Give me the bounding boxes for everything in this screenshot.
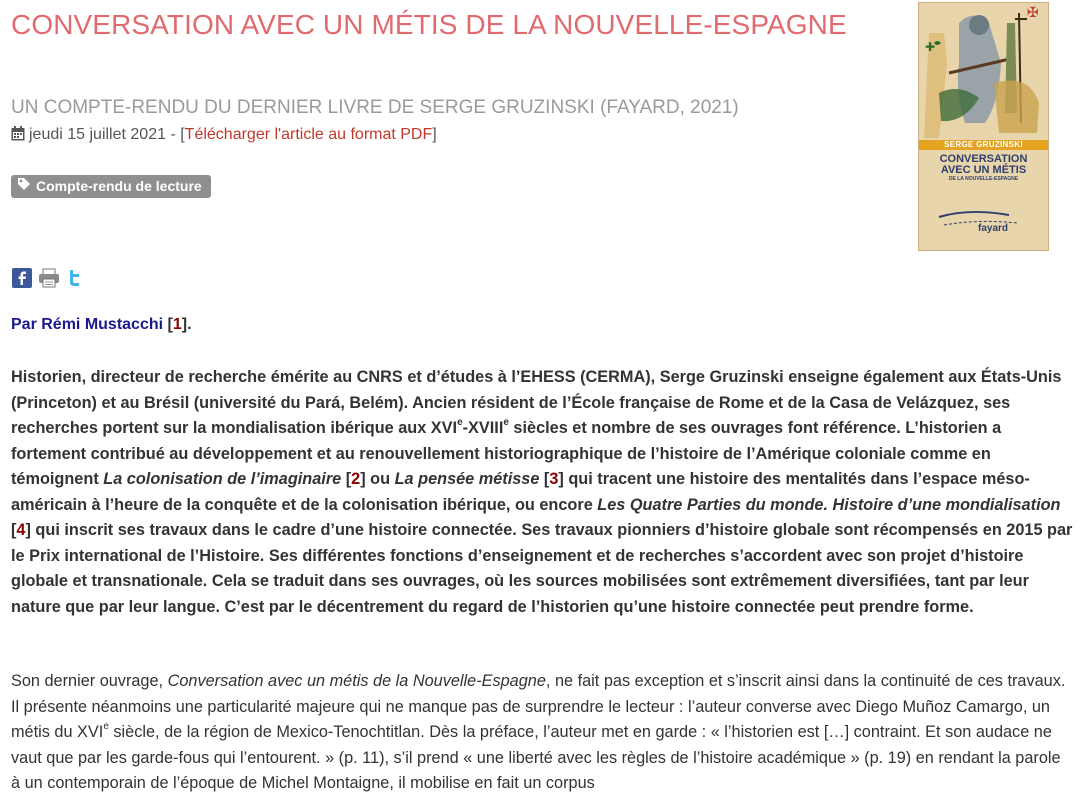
tag-label: Compte-rendu de lecture xyxy=(36,178,202,194)
text-run: ou xyxy=(365,470,395,488)
article-title: CONVERSATION AVEC UN MÉTIS DE LA NOUVELLE-ESPAGNE xyxy=(11,9,847,40)
text-run: Son dernier ouvrage, xyxy=(11,672,168,690)
twitter-icon[interactable] xyxy=(66,268,84,293)
cover-title-line2: AVEC UN MÉTIS xyxy=(940,164,1027,176)
pdf-suffix: ] xyxy=(432,126,437,143)
text-run: siècles et nombre de ses ouvrages font référence. L’historien a fortement contribué au développement et au renouvellement historiographique de l’histoire de l’Amérique coloniale comme en témoignent xyxy=(11,419,1002,488)
article-subtitle: UN COMPTE-RENDU DU DERNIER LIVRE DE SERGE GRUZINSKI (FAYARD, 2021) xyxy=(11,97,739,118)
svg-text:✠: ✠ xyxy=(1027,5,1039,21)
article-meta xyxy=(11,124,437,148)
book-title: Les Quatre Parties du monde. Histoire d’une mondialisation xyxy=(597,495,1061,514)
text-run: qui inscrit ses travaux dans le cadre d’une histoire connectée. Ses travaux pionniers d’histoire globale sont récompensés en 2015 par le Prix international de l’Histoire. Ses différentes fonctions d’enseignement et de recherches s’accordent avec son projet d’histoire globale et transnationale. Cela se traduit dans ses ouvrages, où les sources mobilisées sont extrêmement diversifiées, tant par leur nature que par leur langue. C’est par le décentrement du regard de l’historien qu’une histoire connectée peut prendre forme. xyxy=(11,521,1073,616)
cover-publisher: fayard xyxy=(977,223,1008,234)
cover-title xyxy=(923,154,1044,183)
text-run: , ne fait pas exception et s’inscrit ainsi dans la continuité de ces travaux. Il présente néanmoins une particularité majeure qui ne manque pas de surprendre le lecteur : l’auteur converse avec Diego Muñoz Camargo, un métis du XVI xyxy=(11,672,1066,741)
category-tag[interactable] xyxy=(11,175,211,198)
cover-author: SERGE GRUZINSKI xyxy=(919,140,1048,150)
download-pdf-link[interactable]: Télécharger l'article au format PDF xyxy=(184,126,433,143)
footnote-link[interactable]: 3 xyxy=(549,470,559,488)
footnote-link[interactable]: 4 xyxy=(16,521,26,539)
byline xyxy=(11,316,192,334)
intro-paragraph: Historien, directeur de recherche émérite au CNRS et d’études à l’EHESS (CERMA), Serge Gruzinski enseigne également aux États-Unis (Princeton) et au Brésil (université du Pará, Belém). Ancien résident de l’École française de Rome et de la Casa de Velázquez, ses recherches portent sur la mondialisation ibérique aux XVIe-XVIIIe siècles et nombre de ses ouvrages font référence. L’historien a fortement contribué au développement et au renouvellement historiographique de l’histoire de l’Amérique coloniale comme en témoignent La colonisation de l’imaginaire [2] ou La pensée métisse [3] qui tracent une histoire des mentalités dans l’espace méso-américain à l’heure de la conquête et de la colonisation ibérique, ou encore Les Quatre Parties du monde. Histoire d’une mondialisation [4] qui inscrit ses travaux dans le cadre d’une histoire connectée. Ses travaux pionniers d’histoire globale sont récompensés en 2015 par le Prix international de l’Histoire. Ses différentes fonctions d’enseignement et de recherches s’accordent avec son projet d’histoire globale et transnationale. Cela se traduit dans ses ouvrages, où les sources mobilisées sont extrêmement diversifiées, tant par leur nature que par leur langue. C’est par le décentrement du regard de l’historien qu’une histoire connectée peut prendre forme. xyxy=(11,368,1073,616)
text-run: Historien, directeur de recherche émérite au CNRS et d’études à l’EHESS (CERMA), Serge Gruzinski enseigne également aux États-Unis (Princeton) et au Brésil (université du Pará, Belém). Ancien résident de l’École française de Rome et de la Casa de Velázquez, ses recherches portent sur la mondialisation ibérique aux XVI xyxy=(11,368,1062,437)
calendar-icon xyxy=(11,126,25,148)
tag-icon xyxy=(17,175,31,198)
byline-ref-close: ]. xyxy=(181,316,192,333)
superscript: e xyxy=(457,417,463,428)
superscript: e xyxy=(503,417,509,428)
book-title: La colonisation de l’imaginaire xyxy=(103,470,342,488)
svg-text:✚: ✚ xyxy=(925,40,936,54)
text-run: -XVIII xyxy=(462,419,504,437)
text-run: siècle, de la région de Mexico-Tenochtitlan. Dès la préface, l’auteur met en garde : « l’historien est […] contraint. Et son audace ne vaut que par les garde-fous qui l’entourent. » (p. 11), s’il prend « une liberté avec les règles de l’histoire académique » (p. 19) en rendant la parole à un contemporain de l’époque de Michel Montaigne, il mobilise en fait un corpus xyxy=(11,723,1061,792)
article-date: jeudi 15 juillet 2021 xyxy=(29,126,166,143)
footnote-link[interactable]: 2 xyxy=(351,470,361,488)
cover-title-line3: DE LA NOUVELLE-ESPAGNE xyxy=(948,176,1019,182)
author-name: Par Rémi Mustacchi xyxy=(11,316,168,333)
book-cover xyxy=(918,2,1049,251)
footnote-link[interactable]: 1 xyxy=(172,316,182,333)
facebook-icon[interactable] xyxy=(12,268,32,293)
superscript: e xyxy=(103,721,109,732)
book-title: La pensée métisse xyxy=(394,470,540,488)
byline-ref-open: [ xyxy=(167,316,173,333)
cover-illustration xyxy=(919,3,1049,251)
book-title: Conversation avec un métis de la Nouvelle-Espagne xyxy=(167,672,546,690)
pdf-prefix: - [ xyxy=(166,126,185,143)
body-paragraph xyxy=(11,669,1073,797)
cover-title-line1: CONVERSATION xyxy=(939,153,1028,165)
print-icon[interactable] xyxy=(38,268,60,293)
text-run: qui tracent une histoire des mentalités dans l’espace méso-américain à l’heure de la conquête et de la colonisation ibérique, ou encore xyxy=(11,470,1030,514)
share-toolbar xyxy=(12,268,84,293)
